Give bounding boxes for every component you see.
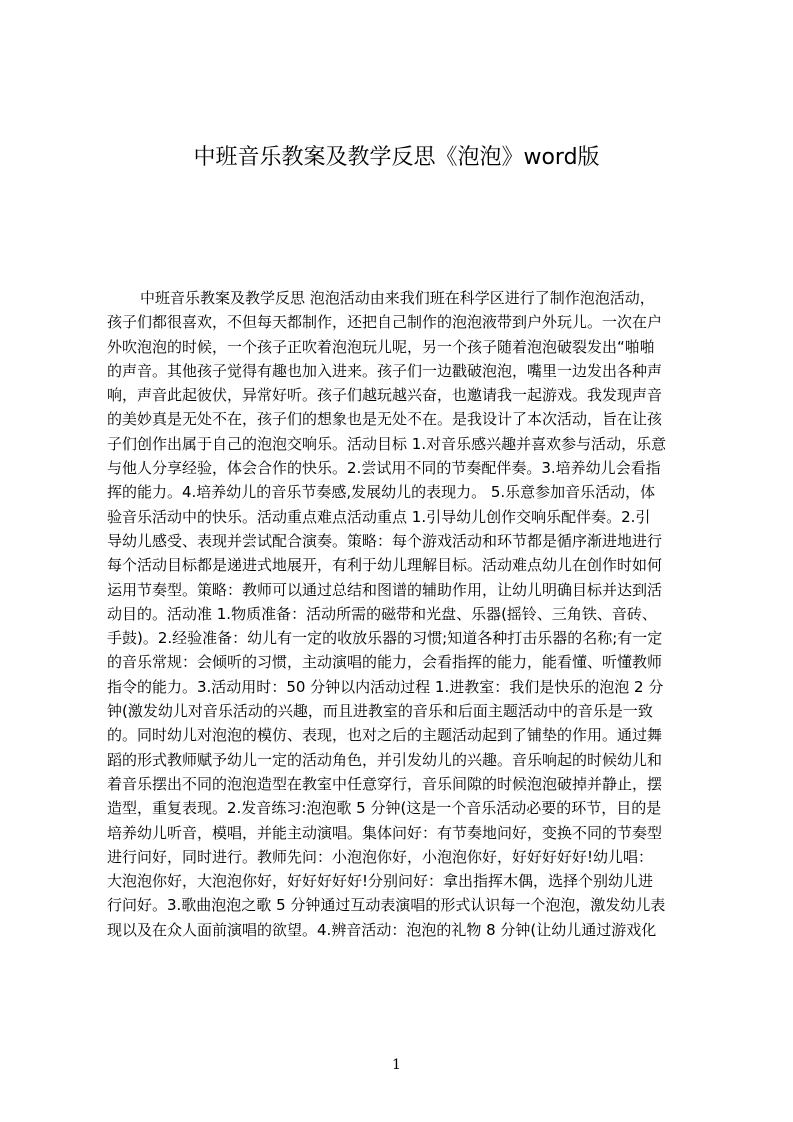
body-line: 大泡泡你好，大泡泡你好，好好好好好!分别问好：拿出指挥木偶，选择个别幼儿进 bbox=[107, 872, 654, 891]
body-line: 着音乐摆出不同的泡泡造型在教室中任意穿行，音乐间隙的时候泡泡破掉并静止，摆 bbox=[107, 774, 663, 793]
body-line: 的声音。其他孩子觉得有趣也加入进来。孩子们一边戳破泡泡，嘴里一边发出各种声 bbox=[107, 361, 663, 380]
body-line: 的。同时幼儿对泡泡的模仿、表现，也对之后的主题活动起到了铺垫的作用。通过舞 bbox=[107, 726, 663, 745]
body-line: 验音乐活动中的快乐。活动重点难点活动重点 1.引导幼儿创作交响乐配伴奏。2.引 bbox=[107, 507, 651, 526]
body-line: 的音乐常规：会倾听的习惯，主动演唱的能力，会看指挥的能力，能看懂、听懂教师 bbox=[107, 653, 663, 672]
body-line: 的美妙真是无处不在，孩子们的想象也是无处不在。是我设计了本次活动，旨在让孩 bbox=[107, 410, 663, 429]
body-line: 培养幼儿听音，模唱，并能主动演唱。集体问好：有节奏地问好，变换不同的节奏型 bbox=[107, 823, 663, 842]
body-line: 导幼儿感受、表现并尝试配合演奏。策略：每个游戏活动和环节都是循序渐进地进行 bbox=[107, 531, 663, 550]
body-line: 孩子们都很喜欢，不但每天都制作，还把自己制作的泡泡液带到户外玩儿。一次在户 bbox=[107, 313, 663, 332]
body-line: 运用节奏型。策略：教师可以通过总结和图谱的辅助作用，让幼儿明确目标并达到活 bbox=[107, 580, 663, 599]
body-line: 每个活动目标都是递进式地展开，有利于幼儿理解目标。活动难点幼儿在创作时如何 bbox=[107, 556, 663, 575]
body-line: 动目的。活动准 1.物质准备：活动所需的磁带和光盘、乐器(摇铃、三角铁、音砖、 bbox=[107, 604, 657, 623]
body-line: 造型，重复表现。2.发音练习:泡泡歌 5 分钟(这是一个音乐活动必要的环节，目的是 bbox=[107, 799, 662, 818]
body-line: 进行问好，同时进行。教师先问：小泡泡你好，小泡泡你好，好好好好好!幼儿唱： bbox=[107, 847, 654, 866]
body-line: 手鼓)。2.经验准备：幼儿有一定的收放乐器的习惯;知道各种打击乐器的名称;有一定 bbox=[107, 629, 663, 648]
page-number: 1 bbox=[392, 1057, 401, 1073]
body-line: 行问好。3.歌曲泡泡之歌 5 分钟通过互动表演唱的形式认识每一个泡泡，激发幼儿表 bbox=[107, 896, 666, 915]
document-body bbox=[107, 286, 697, 1006]
body-line: 中班音乐教案及教学反思 泡泡活动由来我们班在科学区进行了制作泡泡活动， bbox=[140, 289, 655, 307]
body-line: 与他人分享经验，体会合作的快乐。2.尝试用不同的节奏配伴奏。3.培养幼儿会看指 bbox=[107, 459, 661, 478]
body-line: 外吹泡泡的时候，一个孩子正吹着泡泡玩儿呢，另一个孩子随着泡泡破裂发出“啪啪 bbox=[107, 337, 655, 356]
body-line: 钟(激发幼儿对音乐活动的兴趣，而且进教室的音乐和后面主题活动中的音乐是一致 bbox=[107, 702, 653, 721]
body-line: 挥的能力。4.培养幼儿的音乐节奏感,发展幼儿的表现力。 5.乐意参加音乐活动，体 bbox=[107, 483, 656, 502]
document-title: 中班音乐教案及教学反思《泡泡》word版 bbox=[193, 145, 600, 170]
body-line: 蹈的形式教师赋予幼儿一定的活动角色，并引发幼儿的兴趣。音乐响起的时候幼儿和 bbox=[107, 750, 663, 769]
body-line: 子们创作出属于自己的泡泡交响乐。活动目标 1.对音乐感兴趣并喜欢参与活动，乐意 bbox=[107, 434, 667, 453]
body-line: 响，声音此起彼伏，异常好听。孩子们越玩越兴奋，也邀请我一起游戏。我发现声音 bbox=[107, 386, 663, 405]
body-line: 指令的能力。3.活动用时：50 分钟以内活动过程 1.进教室：我们是快乐的泡泡 2 分 bbox=[107, 677, 664, 696]
body-line: 现以及在众人面前演唱的欲望。4.辨音活动：泡泡的礼物 8 分钟(让幼儿通过游戏化 bbox=[107, 920, 657, 939]
